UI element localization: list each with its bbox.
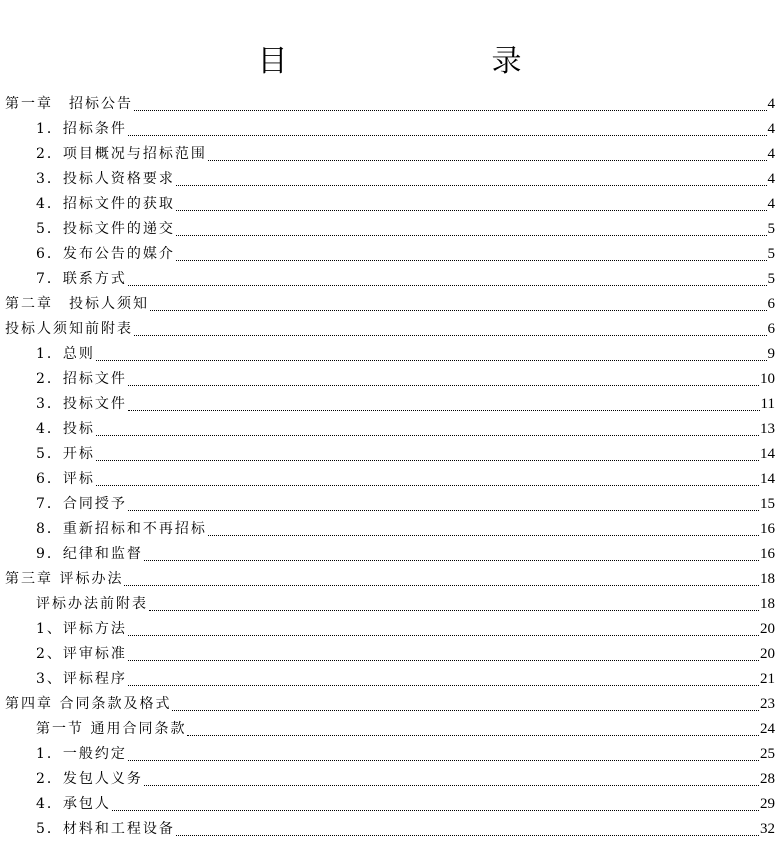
dot-leader [176,209,767,211]
toc-list [5,90,775,840]
toc-entry-text: 1．招标条件 [36,121,127,137]
toc-page-number: 14 [760,446,775,462]
toc-entry-text: 5．投标文件的递交 [36,221,175,237]
toc-entry[interactable] [5,765,775,790]
toc-entry[interactable] [5,690,775,715]
dot-leader [144,784,759,786]
toc-entry[interactable] [5,615,775,640]
toc-page-number: 14 [760,471,775,487]
toc-page-number: 10 [760,371,775,387]
page-title: 目 录 [257,44,570,79]
toc-page-number: 15 [760,496,775,512]
dot-leader [128,684,759,686]
dot-leader [124,584,759,586]
dot-leader [96,359,767,361]
toc-page-number: 29 [760,796,775,812]
dot-leader [176,259,767,261]
dot-leader [128,759,759,761]
toc-entry[interactable] [5,140,775,165]
dot-leader [128,284,767,286]
dot-leader [128,134,767,136]
toc-page-number: 6 [767,321,775,337]
dot-leader [208,159,767,161]
toc-entry-text: 2、评审标准 [36,646,127,662]
toc-entry[interactable] [5,190,775,215]
dot-leader [176,184,767,186]
dot-leader [176,234,767,236]
toc-entry[interactable] [5,265,775,290]
dot-leader [128,634,759,636]
toc-page-number: 5 [767,246,775,262]
toc-page-number: 28 [760,771,775,787]
toc-page-number: 6 [767,296,775,312]
toc-page-number: 25 [760,746,775,762]
toc-entry[interactable] [5,215,775,240]
toc-entry-text: 4．投标 [36,421,95,437]
toc-entry[interactable] [5,415,775,440]
toc-entry[interactable] [5,365,775,390]
dot-leader [150,309,767,311]
dot-leader [112,809,759,811]
toc-entry[interactable] [5,715,775,740]
toc-entry[interactable] [5,165,775,190]
dot-leader [128,409,760,411]
toc-entry-text: 9．纪律和监督 [36,546,143,562]
toc-entry-text: 1、评标方法 [36,621,127,637]
toc-entry-text: 5．材料和工程设备 [36,821,175,837]
toc-entry[interactable] [5,90,775,115]
toc-page-number: 4 [767,96,775,112]
toc-entry-text: 4．承包人 [36,796,111,812]
dot-leader [96,484,759,486]
toc-page-number: 13 [760,421,775,437]
toc-page-number: 4 [767,196,775,212]
toc-page-number: 11 [760,396,775,412]
toc-entry[interactable] [5,340,775,365]
toc-page-number: 18 [760,596,775,612]
toc-entry[interactable] [5,815,775,840]
toc-entry-text: 第一节 通用合同条款 [36,721,187,737]
toc-entry[interactable] [5,515,775,540]
toc-page-number: 20 [760,646,775,662]
toc-entry[interactable] [5,665,775,690]
toc-entry-text: 2．发包人义务 [36,771,143,787]
dot-leader [172,709,759,711]
toc-entry-text: 6．发布公告的媒介 [36,246,175,262]
toc-page-number: 4 [767,121,775,137]
dot-leader [187,734,759,736]
toc-entry[interactable] [5,790,775,815]
toc-page-number: 24 [760,721,775,737]
dot-leader [176,834,759,836]
toc-entry-text: 3．投标文件 [36,396,127,412]
toc-page-number: 21 [760,671,775,687]
toc-page-number: 16 [760,521,775,537]
toc-entry-text: 5．开标 [36,446,95,462]
toc-page-number: 18 [760,571,775,587]
dot-leader [149,609,759,611]
toc-entry-text: 7．合同授予 [36,496,127,512]
toc-entry-text: 第二章 投标人须知 [5,296,149,312]
toc-page-number: 32 [760,821,775,837]
toc-page-number: 20 [760,621,775,637]
toc-entry-text: 4．招标文件的获取 [36,196,175,212]
toc-entry-text: 投标人须知前附表 [5,321,133,337]
toc-entry-text: 2．项目概况与招标范围 [36,146,207,162]
toc-entry[interactable] [5,290,775,315]
toc-entry[interactable] [5,440,775,465]
dot-leader [96,459,759,461]
toc-entry-text: 6．评标 [36,471,95,487]
toc-entry[interactable] [5,240,775,265]
toc-entry[interactable] [5,590,775,615]
toc-entry-text: 7．联系方式 [36,271,127,287]
dot-leader [144,559,759,561]
toc-entry[interactable] [5,465,775,490]
toc-entry-text: 第三章 评标办法 [5,571,124,587]
toc-entry[interactable] [5,490,775,515]
toc-entry-text: 第一章 招标公告 [5,96,133,112]
toc-entry[interactable] [5,540,775,565]
toc-entry-text: 3、评标程序 [36,671,127,687]
toc-entry-text: 1．一般约定 [36,746,127,762]
toc-page-number: 4 [767,171,775,187]
dot-leader [128,659,759,661]
toc-page-number: 16 [760,546,775,562]
toc-page-number: 5 [767,271,775,287]
toc-entry-text: 2．招标文件 [36,371,127,387]
dot-leader [128,509,759,511]
toc-entry[interactable] [5,740,775,765]
dot-leader [134,334,767,336]
dot-leader [134,109,767,111]
dot-leader [208,534,759,536]
toc-page-number: 23 [760,696,775,712]
toc-entry[interactable] [5,315,775,340]
toc-entry-text: 评标办法前附表 [36,596,148,612]
toc-entry-text: 1．总则 [36,346,95,362]
toc-entry[interactable] [5,640,775,665]
toc-entry-text: 8．重新招标和不再招标 [36,521,207,537]
toc-entry[interactable] [5,565,775,590]
toc-entry-text: 3．投标人资格要求 [36,171,175,187]
toc-entry-text: 第四章 合同条款及格式 [5,696,172,712]
toc-entry[interactable] [5,115,775,140]
dot-leader [96,434,759,436]
toc-page-number: 9 [767,346,775,362]
dot-leader [128,384,759,386]
toc-entry[interactable] [5,390,775,415]
toc-page-number: 5 [767,221,775,237]
toc-page-number: 4 [767,146,775,162]
